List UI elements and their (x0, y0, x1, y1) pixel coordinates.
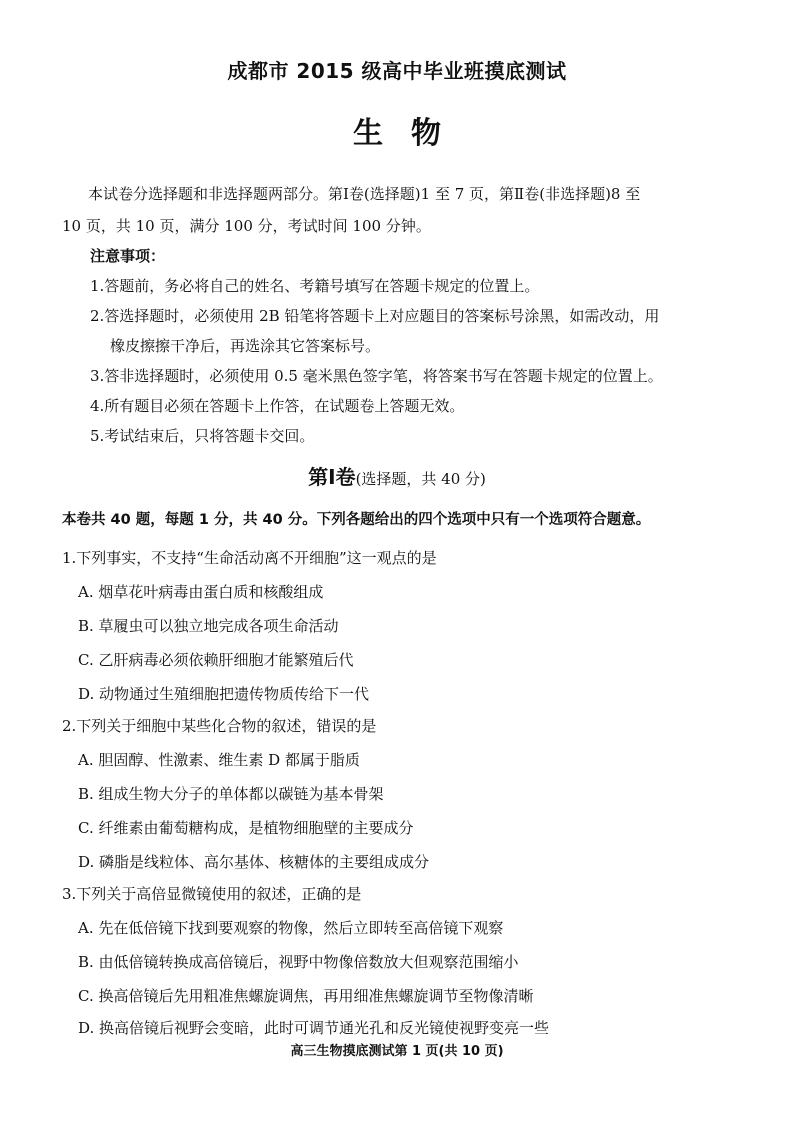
notice-item: 5.考试结束后，只将答题卡交回。 (90, 427, 315, 445)
section-title: 第Ⅰ卷 (308, 465, 356, 489)
section-heading (0, 464, 794, 492)
exam-title: 成都市 2015 级高中毕业班摸底测试 (227, 59, 567, 83)
question-stem: 1.下列事实，不支持“生命活动离不开细胞”这一观点的是 (62, 549, 437, 567)
notice-item: 3.答非选择题时，必须使用 0.5 毫米黑色签字笔，将答案书写在答题卡规定的位置上。 (90, 367, 663, 385)
question-option: D. 换高倍镜后视野会变暗，此时可调节通光孔和反光镜使视野变亮一些 (78, 1019, 550, 1037)
question-option: A. 胆固醇、性激素、维生素 D 都属于脂质 (78, 751, 360, 769)
intro-line-1: 本试卷分选择题和非选择题两部分。第Ⅰ卷(选择题)1 至 7 页，第Ⅱ卷(非选择题)8 至 (88, 185, 641, 203)
question-option: C. 换高倍镜后先用粗准焦螺旋调焦，再用细准焦螺旋调节至物像清晰 (78, 987, 534, 1005)
question-stem: 2.下列关于细胞中某些化合物的叙述，错误的是 (62, 717, 377, 735)
notice-item: 4.所有题目必须在答题卡上作答，在试题卷上答题无效。 (90, 397, 465, 415)
question-option: C. 乙肝病毒必须依赖肝细胞才能繁殖后代 (78, 651, 354, 669)
question-option: A. 烟草花叶病毒由蛋白质和核酸组成 (78, 583, 324, 601)
notice-item: 橡皮擦擦干净后，再选涂其它答案标号。 (110, 337, 381, 355)
question-option: B. 由低倍镜转换成高倍镜后，视野中物像倍数放大但观察范围缩小 (78, 953, 519, 971)
question-option: B. 组成生物大分子的单体都以碳链为基本骨架 (78, 785, 384, 803)
notice-heading: 注意事项： (90, 247, 166, 265)
intro-line-2: 10 页，共 10 页，满分 100 分，考试时间 100 分钟。 (62, 217, 431, 235)
notice-item: 1.答题前，务必将自己的姓名、考籍号填写在答题卡规定的位置上。 (90, 277, 540, 295)
question-stem: 3.下列关于高倍显微镜使用的叙述，正确的是 (62, 885, 362, 903)
question-option: A. 先在低倍镜下找到要观察的物像，然后立即转至高倍镜下观察 (78, 919, 504, 937)
page-footer: 高三生物摸底测试第 1 页(共 10 页) (290, 1044, 504, 1059)
question-option: D. 动物通过生殖细胞把遗传物质传给下一代 (78, 685, 370, 703)
notice-item: 2.答选择题时，必须使用 2B 铅笔将答题卡上对应题目的答案标号涂黑，如需改动，用 (90, 307, 660, 325)
question-option: C. 纤维素由葡萄糖构成，是植物细胞壁的主要成分 (78, 819, 414, 837)
section-instruction: 本卷共 40 题，每题 1 分，共 40 分。下列各题给出的四个选项中只有一个选项符合题意。 (62, 512, 651, 528)
section-subtitle: (选择题，共 40 分) (355, 470, 486, 488)
question-option: D. 磷脂是线粒体、高尔基体、核糖体的主要组成成分 (78, 853, 430, 871)
subject-title: 生物 (353, 116, 469, 151)
question-option: B. 草履虫可以独立地完成各项生命活动 (78, 617, 339, 635)
